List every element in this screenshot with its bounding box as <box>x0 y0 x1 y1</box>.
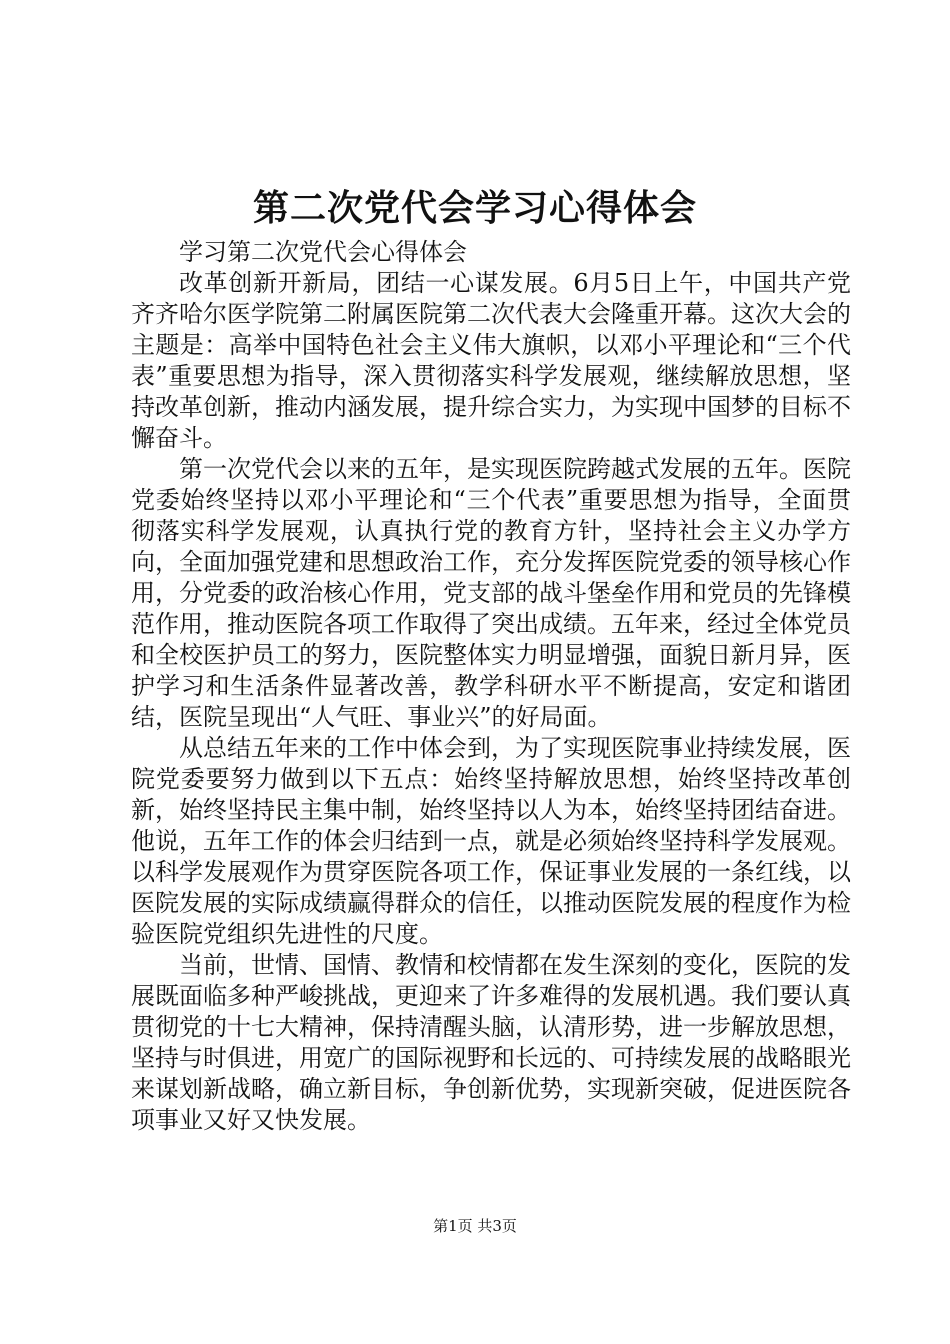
document-body <box>131 237 851 1136</box>
page-number-footer: 第1页 共3页 <box>433 1217 517 1235</box>
body-paragraph: 当前，世情、国情、教情和校情都在发生深刻的变化，医院的发展既面临多种严峻挑战，更迎来了许多难得的发展机遇。我们要认真贯彻党的十七大精神，保持清醒头脑，认清形势，进一步解放思想，坚持与时俱进，用宽广的国际视野和长远的、可持续发展的战略眼光来谋划新战略，确立新目标，争创新优势，实现新突破，促进医院各项事业又好又快发展。 <box>131 951 851 1134</box>
body-paragraph: 第一次党代会以来的五年，是实现医院跨越式发展的五年。医院党委始终坚持以邓小平理论和“三个代表”重要思想为指导，全面贯彻落实科学发展观，认真执行党的教育方针，坚持社会主义办学方向，全面加强党建和思想政治工作，充分发挥医院党委的领导核心作用，分党委的政治核心作用，党支部的战斗堡垒作用和党员的先锋模范作用，推动医院各项工作取得了突出成绩。五年来，经过全体党员和全校医护员工的努力，医院整体实力明显增强，面貌日新月异，医护学习和生活条件显著改善，教学科研水平不断提高，安定和谐团结，医院呈现出“人气旺、事业兴”的好局面。 <box>131 455 851 731</box>
body-paragraph: 改革创新开新局，团结一心谋发展。6月5日上午，中国共产党齐齐哈尔医学院第二附属医院第二次代表大会隆重开幕。这次大会的主题是：高举中国特色社会主义伟大旗帜，以邓小平理论和“三个代表”重要思想为指导，深入贯彻落实科学发展观，继续解放思想，坚持改革创新，推动内涵发展，提升综合实力，为实现中国梦的目标不懈奋斗。 <box>131 269 851 452</box>
document-title: 第二次党代会学习心得体会 <box>252 187 697 229</box>
subtitle-paragraph: 学习第二次党代会心得体会 <box>179 238 467 266</box>
body-paragraph: 从总结五年来的工作中体会到，为了实现医院事业持续发展，医院党委要努力做到以下五点：始终坚持解放思想，始终坚持改革创新，始终坚持民主集中制，始终坚持以人为本，始终坚持团结奋进。他说，五年工作的体会归结到一点，就是必须始终坚持科学发展观。以科学发展观作为贯穿医院各项工作，保证事业发展的一条红线，以医院发展的实际成绩赢得群众的信任，以推动医院发展的程度作为检验医院党组织先进性的尺度。 <box>131 734 851 948</box>
